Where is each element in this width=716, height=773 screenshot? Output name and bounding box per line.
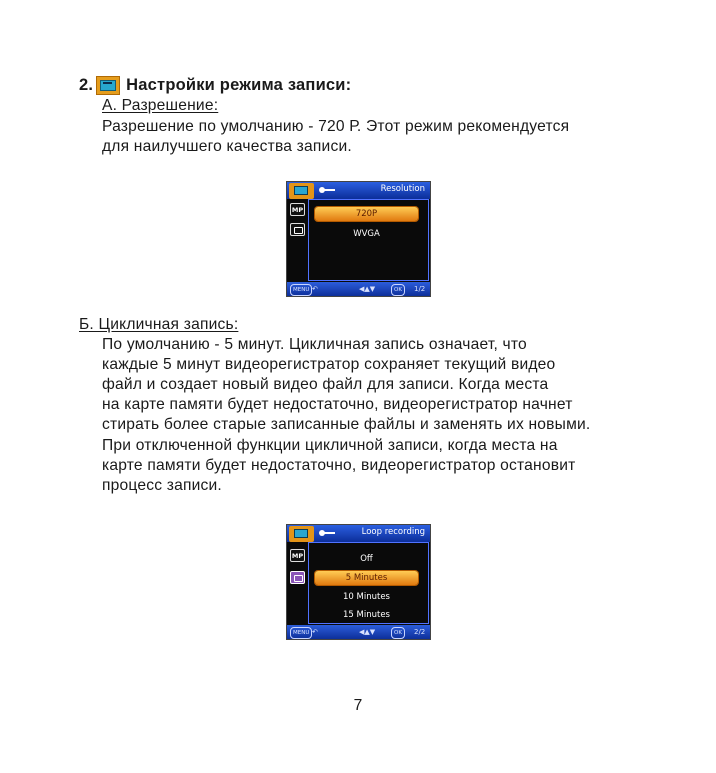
mp-icon: MP (290, 549, 305, 562)
menu-option: 15 Minutes (343, 610, 390, 620)
back-arrow-icon: ↶ (312, 285, 318, 293)
resolution-menu-screenshot (286, 181, 431, 297)
menu-option: WVGA (353, 229, 380, 239)
video-tab-icon (289, 526, 314, 542)
page-indicator: 1/2 (414, 285, 426, 293)
mp-icon: MP (290, 203, 305, 216)
loop-recording-subheading: Б. Цикличная запись: (79, 316, 239, 333)
resolution-text-line: Разрешение по умолчанию - 720 Р. Этот режим рекомендуется (102, 118, 570, 135)
loop-recording-menu-screenshot (286, 524, 431, 640)
menu-title: Loop recording (361, 527, 425, 537)
video-mode-icon (96, 76, 120, 95)
camera-icon (290, 223, 305, 236)
section-heading (79, 75, 351, 95)
page-number: 7 (353, 697, 363, 714)
resolution-text-line: для наилучшего качества записи. (102, 138, 352, 155)
menu-option: 10 Minutes (343, 592, 390, 602)
loop-text-line: стирать более старые записанные файлы и заменять их новыми. (102, 416, 591, 433)
loop-text-line: При отключенной функции цикличной записи, когда места на (102, 437, 558, 454)
loop-text-line: каждые 5 минут видеорегистратор сохраняет текущий видео (102, 356, 556, 373)
section-number: 2. (79, 76, 94, 94)
menu-bottom-bar (287, 282, 430, 296)
wrench-icon (319, 530, 335, 536)
wrench-icon (319, 187, 335, 193)
ok-button: OK (391, 627, 405, 639)
back-arrow-icon: ↶ (312, 628, 318, 636)
menu-option-list (308, 542, 429, 624)
menu-option-selected: 720P (315, 207, 418, 221)
loop-text-line: файл и создает новый видео файл для записи. Когда места (102, 376, 549, 393)
menu-top-bar (287, 182, 430, 199)
video-tab-icon (289, 183, 314, 199)
menu-option-list (308, 199, 429, 281)
navigation-arrows-icon: ◀▲▼ (359, 628, 376, 636)
menu-sidebar (287, 199, 307, 282)
section-title: Настройки режима записи: (126, 76, 352, 94)
menu-top-bar (287, 525, 430, 542)
navigation-arrows-icon: ◀▲▼ (359, 285, 376, 293)
page-indicator: 2/2 (414, 628, 426, 636)
menu-button: MENU (290, 284, 312, 296)
menu-title: Resolution (380, 184, 425, 194)
menu-button: MENU (290, 627, 312, 639)
camera-icon (290, 571, 305, 584)
loop-text-line: на карте памяти будет недостаточно, видеорегистратор начнет (102, 396, 573, 413)
ok-button: OK (391, 284, 405, 296)
loop-text-line: карте памяти будет недостаточно, видеорегистратор остановит (102, 457, 576, 474)
resolution-subheading: А. Разрешение: (102, 97, 219, 114)
menu-option: Off (360, 554, 373, 564)
menu-sidebar (287, 542, 307, 625)
menu-option-selected: 5 Minutes (315, 571, 418, 585)
loop-text-line: По умолчанию - 5 минут. Цикличная запись означает, что (102, 336, 527, 353)
menu-bottom-bar (287, 625, 430, 639)
loop-text-line: процесс записи. (102, 477, 222, 494)
